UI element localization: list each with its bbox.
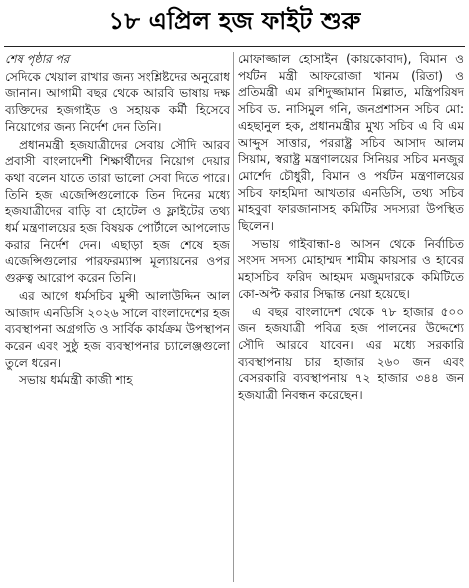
headline: ১৮ এপ্রিল হজ ফাইট শুরু [108,7,361,35]
paragraph: সভায় গাইবান্ধা-৪ আসন থেকে নির্বাচিত সংসদ সদস্য মোহাম্মদ শামীম কায়সার ও হাবের মহাসচিব ফরিদ আহমদ মজুমদারকে কমিটিতে কো-অপ্ট করার সিদ্ধান্ত নেয়া হয়েছে। [238,236,464,301]
headline-rule [4,46,465,47]
right-column [238,51,464,584]
paragraph: এর আগে ধর্মসচিব মুন্সী আলাউদ্দিন আল আজাদ এনডিসি ২০২৬ সালে বাংলাদেশের হজ ব্যবস্থাপনা অগ্রগতি ও সার্বিক কার্যক্রম উপস্থাপন করেন এবং সুষ্ঠু হজ ব্যবস্থাপনার চ্যালেঞ্জগুলো তুলে ধরেন। [5,288,230,370]
paragraph: এ বছর বাংলাদেশ থেকে ৭৮ হাজার ৫০০ জন হজযাত্রী পবিত্র হজ পালনের উদ্দেশ্যে সৌদি আরবে যাবেন। এর মধ্যে সরকারি ব্যবস্থাপনায় চার হাজার ২৬০ জন এবং বেসরকারি ব্যবস্থাপনায় ৭২ হাজার ৩৪৪ জন হজযাত্রী নিবন্ধন করেছেন। [238,304,464,403]
paragraph: সভায় ধর্মমন্ত্রী কাজী শাহ [19,373,133,388]
left-column [5,51,230,584]
paragraph: প্রধানমন্ত্রী হজযাত্রীদের সেবায় সৌদি আরব প্রবাসী বাংলাদেশী শিক্ষার্থীদের নিয়োগ দেয়ার কথা বলেন যাতে তারা ভালো সেবা দিতে পারে। তিনি হজ এজেন্সিগুলোকে তিন দিনের মধ্যে হজযাত্রীদের বাড়ি বা হোটেল ও ফ্লাইটের তথ্য ধর্ম মন্ত্রণালয়ের হজ বিষয়ক পোর্টালে আপলোড করার নির্দেশ দেন। এছাড়া হজ শেষে হজ এজেন্সিগুলোর পারফরম্যান্স মূল্যায়নের ওপর গুরুত্ব আরোপ করেন তিনি। [5,137,230,286]
paragraph: সেদিকে খেয়াল রাখার জন্য সংশ্লিষ্টদের অনুরোধ জানান। আগামী বছর থেকে আরবি ভাষায় দক্ষ ব্যক্তিদের হজগাইড ও সহায়ক কর্মী হিসেবে নিয়োগের জন্য নির্দেশ দেন তিনি। [5,69,230,134]
continued-label: শেষ পৃষ্ঠার পর [5,52,70,66]
paragraph: মোফাজ্জাল হোসাইন (কায়কোবাদ), বিমান ও পর্যটন মন্ত্রী আফরোজা খানম (রিতা) ও প্রতিমন্ত্রী এম রশিদুজ্জামান মিল্লাত, মন্ত্রিপরিষদ সচিব ড. নাসিমুল গনি, জনপ্রশাসন সচিব মো: এহছানুল হক, প্রধানমন্ত্রীর মুখ্য সচিব এ বি এম আব্দুস সাত্তার, পররাষ্ট্র সচিব আসাদ আলম সিয়াম, স্বরাষ্ট্র মন্ত্রণালয়ের সিনিয়র সচিব মনজুর মোর্শেদ চৌধুরী, বিমান ও পর্যটন মন্ত্রণালয়ের সচিব ফাহমিদা আখতার এনডিসি, তথ্য সচিব মাহবুবা ফারজানাসহ কমিটির সদস্যরা উপস্থিত ছিলেন। [238,52,464,234]
column-divider [233,52,234,582]
